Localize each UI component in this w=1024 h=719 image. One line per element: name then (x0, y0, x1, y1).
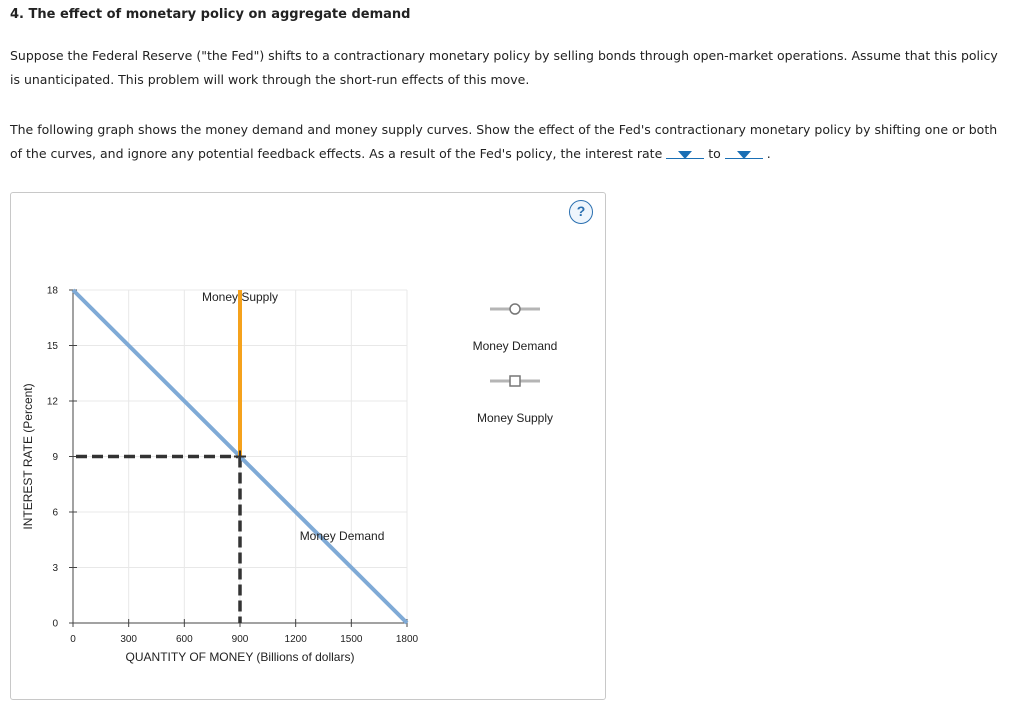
end-punctuation: . (766, 146, 771, 161)
x-tick-label: 1500 (340, 634, 363, 645)
x-tick-label: 1200 (284, 634, 307, 645)
x-tick-label: 0 (70, 634, 76, 645)
x-tick-label: 600 (175, 634, 193, 645)
money-demand-legend-tool-handle[interactable] (510, 304, 520, 314)
money-demand-label: Money Demand (299, 528, 385, 543)
y-axis-title: INTEREST RATE (Percent) (21, 383, 35, 530)
y-tick-label: 6 (52, 507, 58, 519)
x-tick-label: 1800 (395, 634, 419, 645)
question-title: 4. The effect of monetary policy on aggregate demand (10, 7, 411, 22)
y-tick-label: 0 (52, 618, 58, 630)
intro-text: Suppose the Federal Reserve ("the Fed") shifts to a contractionary monetary policy by selling bonds through open-market operations. Assume that this policy is unanticipated. This problem will work through the short-run effects of this move. (10, 48, 998, 87)
x-axis-title: QUANTITY OF MONEY (Billions of dollars) (125, 650, 355, 664)
money-demand-legend-label: Money Demand (472, 339, 558, 353)
help-icon[interactable]: ? (569, 200, 593, 224)
money-supply-label: Money Supply (201, 290, 279, 305)
money-supply-legend-tool-handle[interactable] (510, 376, 520, 386)
x-tick-label: 300 (120, 634, 138, 645)
money-supply-legend-label: Money Supply (476, 411, 554, 425)
x-tick-label: 900 (231, 634, 249, 645)
instructions-text: The following graph shows the money demand and money supply curves. Show the effect of the Fed's contractionary monetary policy by shifting one or both of the curves, and ignore any potential feedback effects. As a result of the Fed's policy, the interest rate (10, 122, 998, 161)
y-tick-label: 15 (46, 341, 58, 352)
y-tick-label: 3 (52, 563, 58, 574)
y-tick-label: 12 (46, 396, 58, 408)
y-tick-label: 9 (52, 452, 58, 463)
to-word: to (708, 146, 721, 161)
y-tick-label: 18 (46, 285, 58, 297)
